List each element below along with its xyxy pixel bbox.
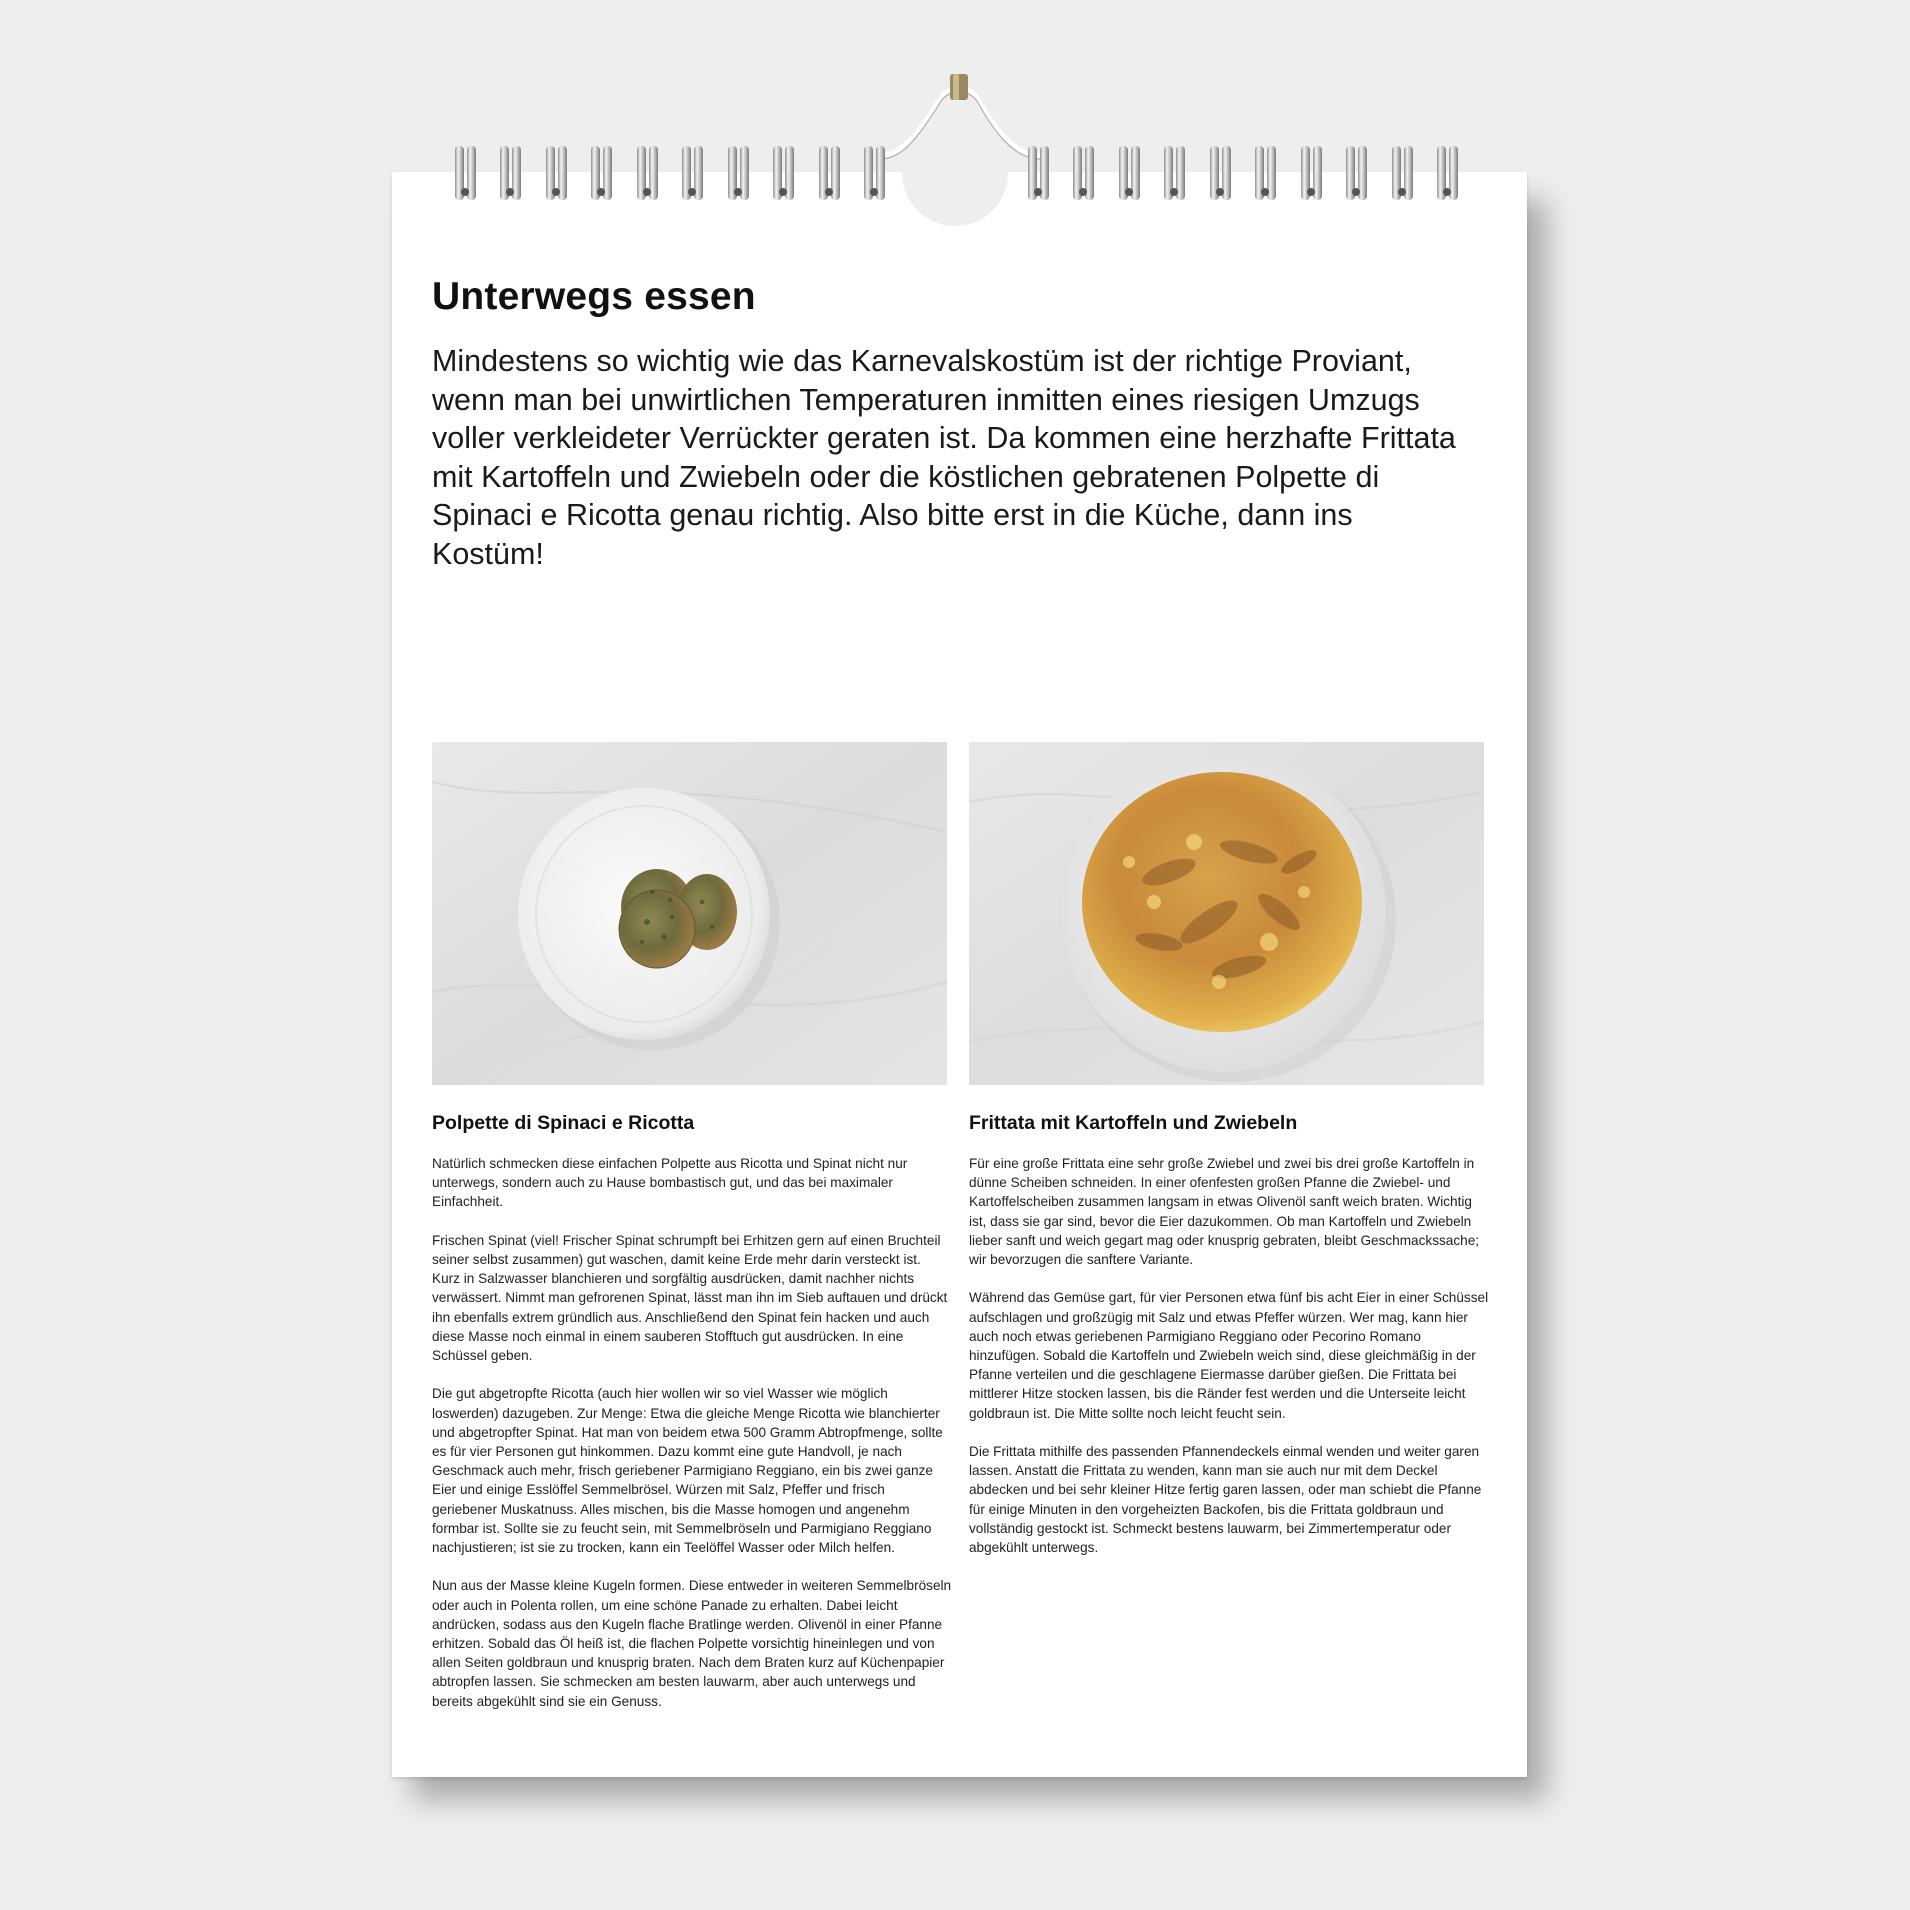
recipe-body-polpette — [432, 1154, 952, 1730]
recipe-paragraph: Während das Gemüse gart, für vier Personen etwa fünf bis acht Eier in einer Schüssel aufschlagen und großzügig mit Salz und etwas Pfeffer würzen. Wer mag, kann hier auch noch etwas geriebenen Parmigiano Reggiano oder Pecorino Romano hinzufügen. Sobald die Kartoffeln und Zwiebeln weich sind, diese gleichmäßig in der Pfanne verteilen und die geschlagene Eiermasse darüber gießen. Die Frittata bei mittlerer Hitze stocken lassen, bis die Ränder fest werden und die Unterseite leicht goldbraun ist. Die Mitte sollte noch leicht feucht sein. — [969, 1290, 1489, 1421]
frittata-plate-icon — [969, 742, 1484, 1085]
recipe-paragraph: Frischen Spinat (viel! Frischer Spinat schrumpft bei Erhitzen gern auf einen Bruchteil seiner selbst zusammen) gut waschen, damit keine Erde mehr darin versteckt ist. Kurz in Salzwasser blanchieren und sorgfältig ausdrücken, damit nachher nichts verwässert. Nimmt man gefrorenen Spinat, lässt man ihn im Sieb auftauen und drückt ihn ebenfalls extrem gründlich aus. Anschließend den Spinat fein hacken und auch diese Masse noch einmal in einem sauberen Stofftuch gut ausdrücken. In eine Schüssel geben. — [432, 1232, 948, 1364]
photo-frittata — [969, 742, 1484, 1085]
recipe-body-frittata — [969, 1154, 1489, 1576]
recipe-paragraph: Für eine große Frittata eine sehr große Zwiebel und zwei bis drei große Kartoffeln in dünne Scheiben schneiden. In einer ofenfesten großen Pfanne die Zwiebel- und Kartoffelscheiben zusammen langsam in etwas Olivenöl sanft weich braten. Wichtig ist, dass sie gar sind, bevor die Eier dazukommen. Ob man Kartoffeln und Zwiebeln lieber sanft und weich gegart mag oder knusprig gebraten, bleibt Geschmackssache; wir bevorzugen die sanftere Variante. — [969, 1156, 1480, 1268]
photo-polpette — [432, 742, 947, 1085]
recipe-paragraph: Natürlich schmecken diese einfachen Polpette aus Ricotta und Spinat nicht nur unterwegs, sondern auch zu Hause bombastisch gut, und das bei maximaler Einfachheit. — [432, 1156, 908, 1210]
polpette-plate-icon — [432, 742, 947, 1085]
recipe-paragraph: Die gut abgetropfte Ricotta (auch hier wollen wir so viel Wasser wie möglich loswerden) dazugeben. Zur Menge: Etwa die gleiche Menge Ricotta wie blanchierter und abgetropfter Spinat. Hat man von beidem etwa 500 Gramm Abtropfmenge, sollte es für vier Personen gut hinkommen. Dazu kommt eine gute Handvoll, je nach Geschmack auch mehr, frisch geriebener Parmigiano Reggiano, ein bis zwei ganze Eier und einige Esslöffel Semmelbrösel. Würzen mit Salz, Pfeffer und frisch geriebener Muskatnuss. Alles mischen, bis die Masse homogen und angenehm formbar ist. Sollte sie zu feucht sein, mit Semmelbröseln und Parmigiano Reggiano nachjustieren; ist sie zu trocken, kann ein Teelöffel Wasser oder Milch helfen. — [432, 1386, 943, 1556]
intro-text: Mindestens so wichtig wie das Karnevalskostüm ist der richtige Proviant, wenn man bei unwirtlichen Temperaturen inmitten eines riesigen Umzugs voller verkleideter Verrückter geraten ist. Da kommen eine herzhafte Frittata mit Kartoffeln und Zwiebeln oder die köstlichen gebratenen Polpette di Spinaci e Ricotta genau richtig. Also bitte erst in die Küche, dann ins Kostüm! — [432, 344, 1456, 571]
recipe-paragraph: Die Frittata mithilfe des passenden Pfannendeckels einmal wenden und weiter garen lassen. Anstatt die Frittata zu wenden, kann man sie auch nur mit dem Deckel abdecken und bei sehr kleiner Hitze fertig garen lassen, oder man schiebt die Pfanne für einige Minuten in den vorgeheizten Backofen, bis die Frittata goldbraun und vollständig gestockt ist. Schmeckt bestens lauwarm, bei Zimmertemperatur oder abgekühlt unterwegs. — [969, 1444, 1482, 1556]
spiral-binding — [0, 140, 1910, 215]
page-title: Unterwegs essen — [432, 275, 756, 318]
spiral-rings-icon — [0, 140, 1910, 210]
recipe-paragraph: Nun aus der Masse kleine Kugeln formen. Diese entweder in weiteren Semmelbröseln oder auch in Polenta rollen, um eine schöne Panade zu erhalten. Dabei leicht andrücken, sodass aus den Kugeln flache Bratlinge werden. Olivenöl in einer Pfanne erhitzen. Sobald das Öl heiß ist, die flachen Polpette vorsichtig hineinlegen und von allen Seiten goldbraun und knusprig braten. Nach dem Braten kurz auf Küchenpapier abtropfen lassen. Sie schmecken am besten lauwarm, aber auch unterwegs und bereits abgekühlt sind sie ein Genuss. — [432, 1578, 952, 1709]
recipe-title-polpette: Polpette di Spinaci e Ricotta — [432, 1112, 695, 1134]
recipe-title-frittata: Frittata mit Kartoffeln und Zwiebeln — [969, 1112, 1298, 1134]
